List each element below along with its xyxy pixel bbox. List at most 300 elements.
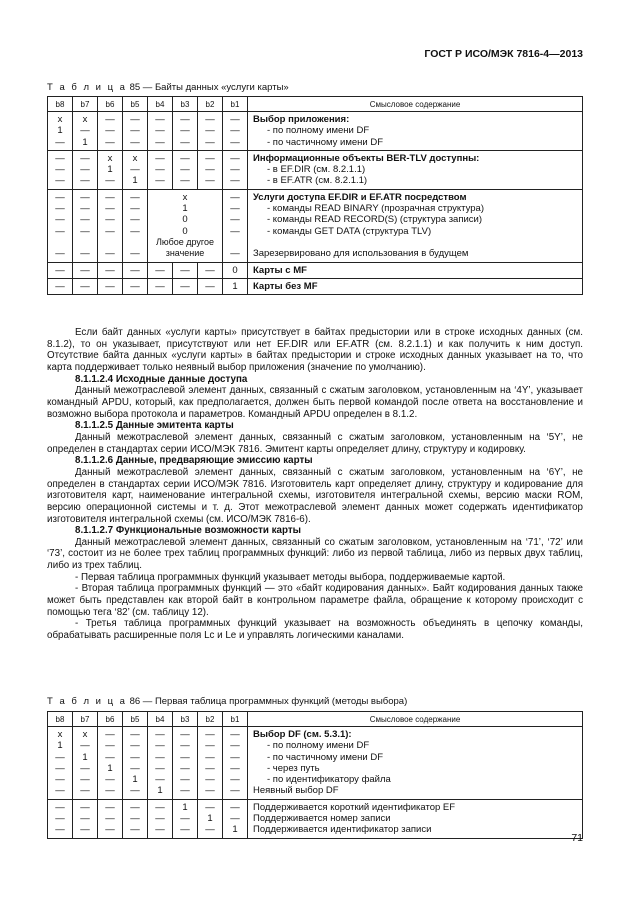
- bit-value: —: [130, 762, 140, 774]
- meaning-line: Поддерживается идентификатор записи: [253, 824, 432, 836]
- bit-value: —: [155, 751, 165, 763]
- bit-cell: [223, 727, 248, 800]
- paragraph: - Третья таблица программных функций указывает на возможность объединять в цепочку команды, обрабатывать расширенные поля Lc и Le и управлять логическими каналами.: [47, 618, 583, 642]
- bit-value: —: [130, 248, 140, 260]
- bit-value: —: [55, 214, 65, 226]
- bit-value: x: [132, 152, 138, 164]
- bit-value: —: [80, 740, 90, 752]
- paragraph: Данный межотраслевой элемент данных, связанный с сжатым заголовком, установленным на ‘4Y’, указывает командный APDU, который, как предполагается, должен быть первой командой после ответа на восстановление и возможно выбора протокола и параметров. Командный APDU определен в 8.1.2.: [47, 385, 583, 420]
- bit-value: —: [55, 175, 65, 187]
- bit-value: —: [180, 729, 190, 740]
- bit-value: 1: [82, 136, 88, 148]
- bit-value: —: [105, 774, 115, 786]
- table-row: [48, 262, 583, 278]
- bit-value: —: [180, 114, 190, 125]
- bit-value: —: [155, 136, 165, 148]
- bit-value: —: [80, 214, 90, 226]
- meaning-line: - команды READ BINARY (прозрачная структура): [267, 203, 484, 215]
- bit-value: —: [205, 152, 215, 164]
- meaning-line: - по идентификатору файла: [267, 774, 391, 786]
- meaning-line: Выбор DF (см. 5.3.1):: [253, 729, 352, 740]
- meaning-line: Карты с MF: [253, 264, 307, 276]
- bit-cell: [123, 189, 148, 262]
- bit-value: —: [180, 280, 190, 292]
- bit-value: —: [230, 152, 240, 164]
- bit-value: 1: [232, 280, 238, 292]
- bit-value: —: [230, 125, 240, 137]
- meaning-line: - по частичному имени DF: [267, 751, 383, 763]
- table-85: [47, 96, 583, 295]
- table-header-row: [48, 712, 583, 727]
- bit-value: —: [130, 280, 140, 292]
- bit-value: —: [105, 801, 115, 813]
- bit-value: 1: [157, 785, 163, 797]
- bit-value: —: [55, 785, 65, 797]
- bit-cell: [223, 278, 248, 294]
- bit-value: —: [205, 751, 215, 763]
- col-header: b2: [198, 97, 223, 112]
- bit-value: —: [105, 114, 115, 125]
- page-number: 71: [571, 832, 583, 844]
- document-header: ГОСТ Р ИСО/МЭК 7816-4—2013: [424, 48, 583, 60]
- bit-value: —: [205, 740, 215, 752]
- bit-cell: [98, 799, 123, 838]
- bit-value: —: [155, 264, 165, 276]
- bit-value: —: [205, 175, 215, 187]
- bit-value: —: [180, 785, 190, 797]
- bit-value: [223, 237, 247, 248]
- bit-cell: [73, 278, 98, 294]
- bit-value: x: [57, 729, 63, 740]
- bit-cell: [223, 150, 248, 189]
- bit-value: —: [105, 824, 115, 836]
- table-row: [48, 112, 583, 151]
- bit-value: —: [230, 136, 240, 148]
- bit-value: —: [105, 729, 115, 740]
- bit-value: —: [80, 280, 90, 292]
- paragraph: Данный межотраслевой элемент данных, связанный со сжатым заголовком, установленным на ‘71’, ‘72’ или ‘73’, состоит из не более трех таблиц программных функций: либо из первой таблица, либо из первых двух таблиц, либо из трех таблиц.: [47, 536, 583, 572]
- bit-value: —: [105, 125, 115, 137]
- meaning-line: Зарезервировано для использования в будущем: [253, 248, 469, 260]
- col-header: b5: [123, 712, 148, 727]
- bit-cell: [98, 278, 123, 294]
- bit-value: —: [105, 191, 115, 203]
- bit-cell: [73, 112, 98, 151]
- bit-value: —: [55, 813, 65, 825]
- bit-value: —: [230, 248, 240, 260]
- bit-value: —: [105, 280, 115, 292]
- meaning-line: Неявный выбор DF: [253, 785, 339, 797]
- bit-cell: [98, 727, 123, 800]
- bit-cell: [223, 112, 248, 151]
- bit-value: —: [155, 801, 165, 813]
- bit-value: —: [130, 203, 140, 215]
- bit-cell: [148, 150, 173, 189]
- bit-cell: [123, 278, 148, 294]
- meaning-cell: [248, 112, 583, 151]
- bit-value: —: [55, 248, 65, 260]
- section-heading: 8.1.1.2.4 Исходные данные доступа: [75, 373, 248, 385]
- bit-cell: [98, 112, 123, 151]
- bit-value: 1: [107, 164, 113, 176]
- bit-cell: [148, 278, 173, 294]
- bit-value: —: [230, 801, 240, 813]
- bit-value: x: [57, 114, 63, 125]
- bit-value: —: [80, 248, 90, 260]
- meaning-line: - по частичному имени DF: [267, 136, 383, 148]
- meaning-line: - по полному имени DF: [267, 740, 370, 752]
- bit-value: —: [80, 175, 90, 187]
- col-header: b3: [173, 712, 198, 727]
- bit-value: —: [130, 824, 140, 836]
- bit-value: —: [205, 264, 215, 276]
- bit-value: x: [182, 191, 188, 203]
- bit-value: x: [82, 729, 88, 740]
- bit-cell: [148, 112, 173, 151]
- col-header: b8: [48, 97, 73, 112]
- bit-cell: [123, 150, 148, 189]
- bit-cell: [123, 262, 148, 278]
- meaning-line: Услуги доступа EF.DIR и EF.ATR посредством: [253, 191, 467, 203]
- meaning-line: Выбор приложения:: [253, 114, 350, 125]
- bit-cell: [48, 112, 73, 151]
- meaning-line: Информационные объекты BER-TLV доступны:: [253, 152, 480, 164]
- table-row: [48, 799, 583, 838]
- bit-value: —: [155, 813, 165, 825]
- caption-text: 86 — Первая таблица программных функций (методы выбора): [129, 696, 408, 707]
- bit-value: —: [230, 785, 240, 797]
- bit-value: —: [105, 225, 115, 237]
- bit-value: —: [230, 729, 240, 740]
- bit-cell: [48, 727, 73, 800]
- bit-value: —: [155, 762, 165, 774]
- bit-value: —: [205, 801, 215, 813]
- bit-value: —: [55, 164, 65, 176]
- bit-value: —: [180, 774, 190, 786]
- bit-cell: [148, 799, 173, 838]
- bit-value: —: [180, 164, 190, 176]
- bit-value: —: [155, 164, 165, 176]
- bit-cell: [198, 150, 223, 189]
- paragraph: Если байт данных «услуги карты» присутствует в байтах предыстории или в строке исходных данных (см. 8.1.2), то он указывает, присутствуют или нет EF.DIR или EF.ATR (см. 8.2.1.1) и как получить к ним доступ. Отсутствие байта данных «услуги карты» в байтах предыстории и строке исходных данных указывает на то, что карта поддерживает только неявный выбор приложения (значение по умолчанию).: [47, 327, 583, 373]
- bit-value: 1: [182, 801, 188, 813]
- bit-value: —: [130, 801, 140, 813]
- col-header: b2: [198, 712, 223, 727]
- bit-value: —: [130, 164, 140, 176]
- bit-value: —: [155, 824, 165, 836]
- bit-value: —: [205, 114, 215, 125]
- bit-value: —: [55, 225, 65, 237]
- bit-cell: [223, 799, 248, 838]
- table-row: [48, 150, 583, 189]
- meaning-line: - по полному имени DF: [267, 125, 370, 137]
- bit-value: —: [230, 164, 240, 176]
- bit-value: —: [180, 740, 190, 752]
- bit-value: —: [230, 740, 240, 752]
- bit-value: —: [155, 175, 165, 187]
- bit-cell: [148, 262, 173, 278]
- bit-cell: [173, 799, 198, 838]
- meaning-cell: [248, 278, 583, 294]
- bit-value: —: [130, 214, 140, 226]
- table-row: [48, 727, 583, 800]
- bit-value: —: [105, 785, 115, 797]
- bit-cell: [198, 112, 223, 151]
- bit-value: —: [230, 762, 240, 774]
- bit-value: —: [55, 152, 65, 164]
- bit-value: —: [55, 824, 65, 836]
- meaning-line: Карты без MF: [253, 280, 318, 292]
- bit-value: —: [105, 136, 115, 148]
- bit-value: —: [130, 191, 140, 203]
- bit-value: —: [80, 824, 90, 836]
- bit-cell: [98, 262, 123, 278]
- bit-cell: [73, 727, 98, 800]
- bit-value: —: [105, 740, 115, 752]
- bit-value: —: [180, 175, 190, 187]
- bit-value: —: [130, 114, 140, 125]
- bit-value: —: [180, 264, 190, 276]
- bit-value: —: [155, 125, 165, 137]
- bit-value: —: [80, 225, 90, 237]
- bit-cell: [48, 189, 73, 262]
- bit-value: —: [80, 164, 90, 176]
- bit-value: —: [230, 214, 240, 226]
- bit-value: —: [105, 214, 115, 226]
- bit-value: x: [107, 152, 113, 164]
- bit-value: —: [180, 751, 190, 763]
- table-row: [48, 189, 583, 262]
- bit-cell: [123, 112, 148, 151]
- bit-cell: [73, 262, 98, 278]
- meaning-cell: [248, 189, 583, 262]
- bit-value: —: [180, 813, 190, 825]
- bit-value: —: [155, 729, 165, 740]
- col-header: b8: [48, 712, 73, 727]
- bit-value: —: [155, 774, 165, 786]
- bit-value: —: [230, 774, 240, 786]
- col-header: b6: [98, 712, 123, 727]
- bit-value: —: [205, 164, 215, 176]
- caption-word: Т а б л и ц а: [47, 696, 127, 707]
- bit-value: —: [130, 136, 140, 148]
- bit-value: —: [130, 729, 140, 740]
- meaning-line: - через путь: [267, 762, 320, 774]
- paragraph: Данный межотраслевой элемент данных, связанный с сжатым заголовком, установленным на ‘6Y’, не определен в стандартах серии ИСО/МЭК 7816. Изготовитель карт определяет длину, структуру и кодирование для изготовителя карт, наименование интегральной схемы, изготовителя интегральной схемы, версию маски ROM, версию операционной системы и т. д. Этот межотраслевой элемент данных может содержать идентификатор изготовителя интегральной схемы (см. ИСО/МЭК 7816-6).: [47, 466, 583, 525]
- spacer: [253, 237, 579, 248]
- bit-value: —: [105, 813, 115, 825]
- bit-value: —: [80, 203, 90, 215]
- bit-cell: [48, 278, 73, 294]
- bit-cell: [173, 278, 198, 294]
- bit-value: 1: [182, 203, 188, 215]
- bit-value: —: [205, 729, 215, 740]
- bit-cell: [73, 799, 98, 838]
- bit-value: [48, 237, 72, 248]
- bit-value: —: [180, 125, 190, 137]
- bit-cell: [48, 150, 73, 189]
- bit-value: —: [155, 114, 165, 125]
- bit-value: —: [55, 264, 65, 276]
- bit-cell: [48, 799, 73, 838]
- table-86: [47, 711, 583, 839]
- bit-cell: [73, 150, 98, 189]
- bit-value: —: [55, 136, 65, 148]
- meaning-cell: [248, 799, 583, 838]
- bit-value: —: [80, 801, 90, 813]
- meaning-line: - в EF.DIR (см. 8.2.1.1): [267, 164, 366, 176]
- bit-value: —: [105, 203, 115, 215]
- bit-cell: [223, 189, 248, 262]
- bit-cell: [173, 727, 198, 800]
- meaning-cell: [248, 150, 583, 189]
- bit-value: 1: [207, 813, 213, 825]
- bit-value: —: [205, 125, 215, 137]
- meaning-cell: [248, 727, 583, 800]
- bit-value: —: [180, 762, 190, 774]
- bit-value: 1: [57, 740, 63, 752]
- meaning-line: Поддерживается номер записи: [253, 813, 391, 825]
- bit-value: —: [180, 152, 190, 164]
- bit-value: —: [80, 813, 90, 825]
- bit-cell: [198, 799, 223, 838]
- table-86-caption: [47, 696, 407, 707]
- bit-value: 0: [232, 264, 238, 276]
- table-row: [48, 278, 583, 294]
- bit-cell: [198, 262, 223, 278]
- bit-value: x: [82, 114, 88, 125]
- bit-value: —: [55, 191, 65, 203]
- bit-cell: [148, 727, 173, 800]
- col-header: b3: [173, 97, 198, 112]
- bit-cell: [148, 189, 223, 262]
- bit-value: —: [55, 801, 65, 813]
- col-header: b1: [223, 97, 248, 112]
- meaning-line: - в EF.ATR (см. 8.2.1.1): [267, 175, 368, 187]
- meaning-line: - команды READ RECORD(S) (структура записи): [267, 214, 482, 226]
- col-header: b4: [148, 712, 173, 727]
- col-header: Смысловое содержание: [248, 97, 583, 112]
- paragraph: - Вторая таблица программных функций — это «байт кодирования данных». Байт кодирования данных также может быть представлен как второй байт в контрольном параметре файла, обращение к которому происходит с помощью тега ‘82’ (см. таблицу 12).: [47, 583, 583, 618]
- bit-value: —: [130, 751, 140, 763]
- bit-cell: [173, 112, 198, 151]
- bit-value: —: [130, 740, 140, 752]
- meaning-line: Поддерживается короткий идентификатор EF: [253, 801, 456, 813]
- bit-value: —: [130, 813, 140, 825]
- bit-value: —: [105, 264, 115, 276]
- bit-value: —: [80, 125, 90, 137]
- bit-value: —: [205, 136, 215, 148]
- col-header: b7: [73, 712, 98, 727]
- paragraph: Данный межотраслевой элемент данных, связанный с сжатым заголовком, установленным на ‘5Y’, не определен в стандартах серии ИСО/МЭК 7816. Эмитент карты определяет длину, структуру и кодировку.: [47, 431, 583, 455]
- section-heading: 8.1.1.2.5 Данные эмитента карты: [75, 420, 234, 432]
- bit-value: [98, 237, 122, 248]
- bit-value: —: [230, 813, 240, 825]
- bit-value: —: [80, 191, 90, 203]
- bit-cell: [198, 278, 223, 294]
- bit-value: —: [130, 125, 140, 137]
- table-header-row: [48, 97, 583, 112]
- bit-cell: [123, 799, 148, 838]
- col-header: b4: [148, 97, 173, 112]
- bit-value: —: [155, 280, 165, 292]
- bit-value: [73, 237, 97, 248]
- body-text: [47, 327, 583, 642]
- bit-value: —: [205, 824, 215, 836]
- col-header: b1: [223, 712, 248, 727]
- bit-value: —: [105, 248, 115, 260]
- bit-value: —: [180, 136, 190, 148]
- bit-value: —: [230, 114, 240, 125]
- bit-cell: [173, 150, 198, 189]
- bit-value: —: [130, 785, 140, 797]
- bit-value: 1: [132, 774, 138, 786]
- bit-value: —: [105, 175, 115, 187]
- bit-value: —: [105, 751, 115, 763]
- bit-value: —: [205, 280, 215, 292]
- meaning-line: - команды GET DATA (структура TLV): [267, 225, 432, 237]
- bit-value: —: [55, 203, 65, 215]
- bit-value: —: [230, 225, 240, 237]
- bit-value: 1: [82, 751, 88, 763]
- bit-value: —: [155, 152, 165, 164]
- col-header: b6: [98, 97, 123, 112]
- bit-value: —: [155, 740, 165, 752]
- bit-value: —: [180, 824, 190, 836]
- section-heading: 8.1.1.2.7 Функциональные возможности карты: [75, 525, 302, 537]
- bit-cell: [98, 189, 123, 262]
- col-header: b5: [123, 97, 148, 112]
- bit-value: —: [130, 225, 140, 237]
- bit-cell: [73, 189, 98, 262]
- bit-value: 1: [57, 125, 63, 137]
- bit-cell: [198, 727, 223, 800]
- bit-value: —: [230, 191, 240, 203]
- caption-word: Т а б л и ц а: [47, 82, 127, 93]
- bit-value: 1: [232, 824, 238, 836]
- bit-value: —: [230, 203, 240, 215]
- bit-value: —: [80, 152, 90, 164]
- bit-value: 1: [132, 175, 138, 187]
- bit-value: —: [230, 751, 240, 763]
- section-heading: 8.1.1.2.6 Данные, предваряющие эмиссию карты: [75, 455, 313, 467]
- bit-cell: [173, 262, 198, 278]
- bit-value: [123, 237, 147, 248]
- bit-cell: [223, 262, 248, 278]
- col-header: b7: [73, 97, 98, 112]
- bit-value: —: [205, 785, 215, 797]
- bit-value: 1: [107, 762, 113, 774]
- any-value-label: Любое другое значение: [155, 236, 215, 259]
- bit-value: —: [80, 264, 90, 276]
- caption-text: 85 — Байты данных «услуги карты»: [129, 82, 289, 93]
- bit-value: —: [55, 762, 65, 774]
- bit-value: —: [205, 762, 215, 774]
- paragraph: - Первая таблица программных функций указывает методы выбора, поддерживаемые картой.: [75, 571, 506, 583]
- bit-value: —: [55, 751, 65, 763]
- bit-value: —: [55, 280, 65, 292]
- table-85-caption: [47, 82, 289, 93]
- bit-value: —: [80, 774, 90, 786]
- bit-value: 0: [182, 225, 188, 237]
- meaning-cell: [248, 262, 583, 278]
- bit-value: —: [80, 762, 90, 774]
- bit-value: 0: [182, 214, 188, 226]
- bit-cell: [48, 262, 73, 278]
- col-header: Смысловое содержание: [248, 712, 583, 727]
- bit-cell: [98, 150, 123, 189]
- bit-value: —: [205, 774, 215, 786]
